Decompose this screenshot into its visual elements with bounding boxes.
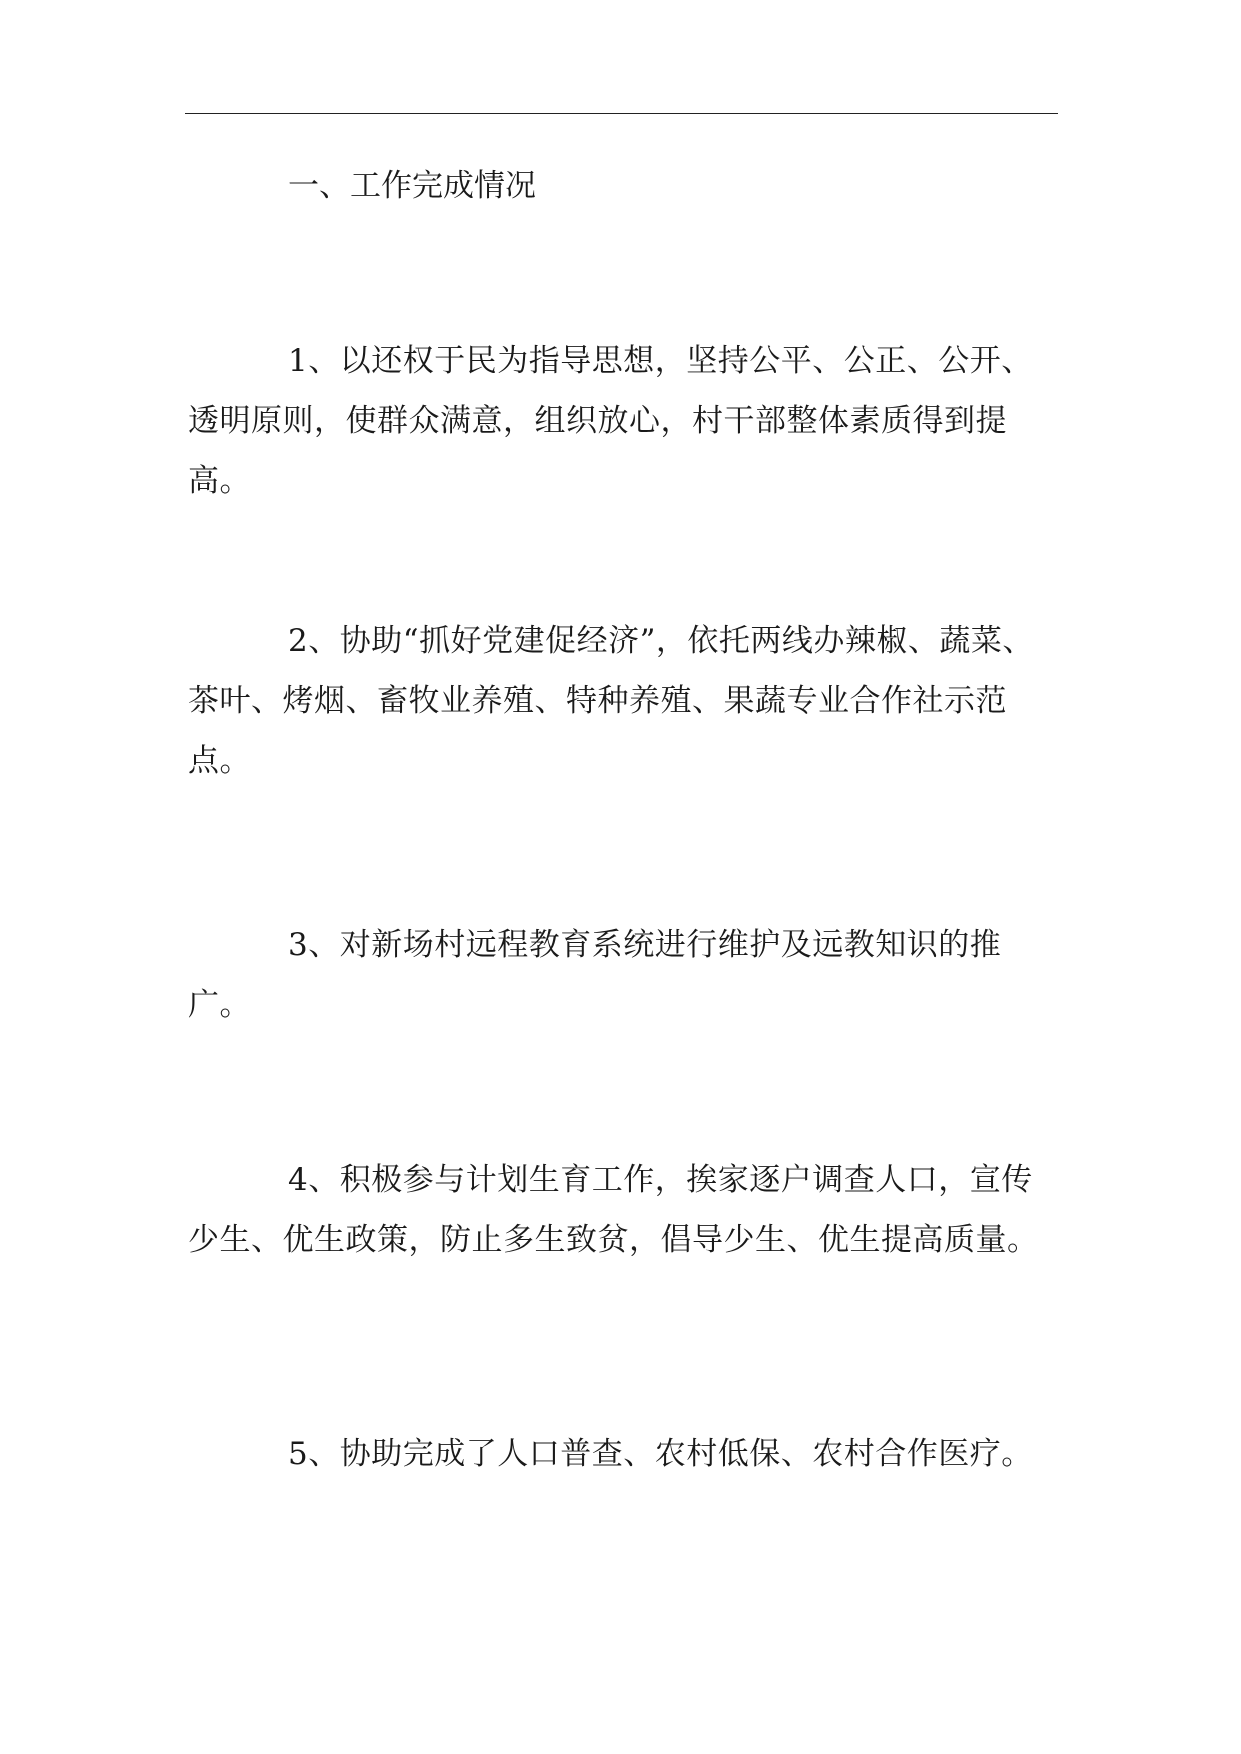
paragraph-item-2: 2、协助“抓好党建促经济”，依托两线办辣椒、蔬菜、茶叶、烤烟、畜牧业养殖、特种养殖、果蔬专业合作社示范点。	[188, 623, 1034, 779]
header-rule	[185, 113, 1058, 114]
paragraph-item-1: 1、以还权于民为指导思想，坚持公平、公正、公开、透明原则，使群众满意，组织放心，村干部整体素质得到提高。	[188, 343, 1033, 499]
paragraph-item-4: 4、积极参与计划生育工作，挨家逐户调查人口，宣传少生、优生政策，防止多生致贫，倡导少生、优生提高质量。	[188, 1162, 1039, 1258]
paragraph-item-3: 3、对新场村远程教育系统进行维护及远教知识的推广。	[188, 927, 1002, 1023]
paragraph-item-5: 5、协助完成了人口普查、农村低保、农村合作医疗。	[288, 1436, 1033, 1472]
section-heading: 一、工作完成情况	[288, 168, 536, 204]
